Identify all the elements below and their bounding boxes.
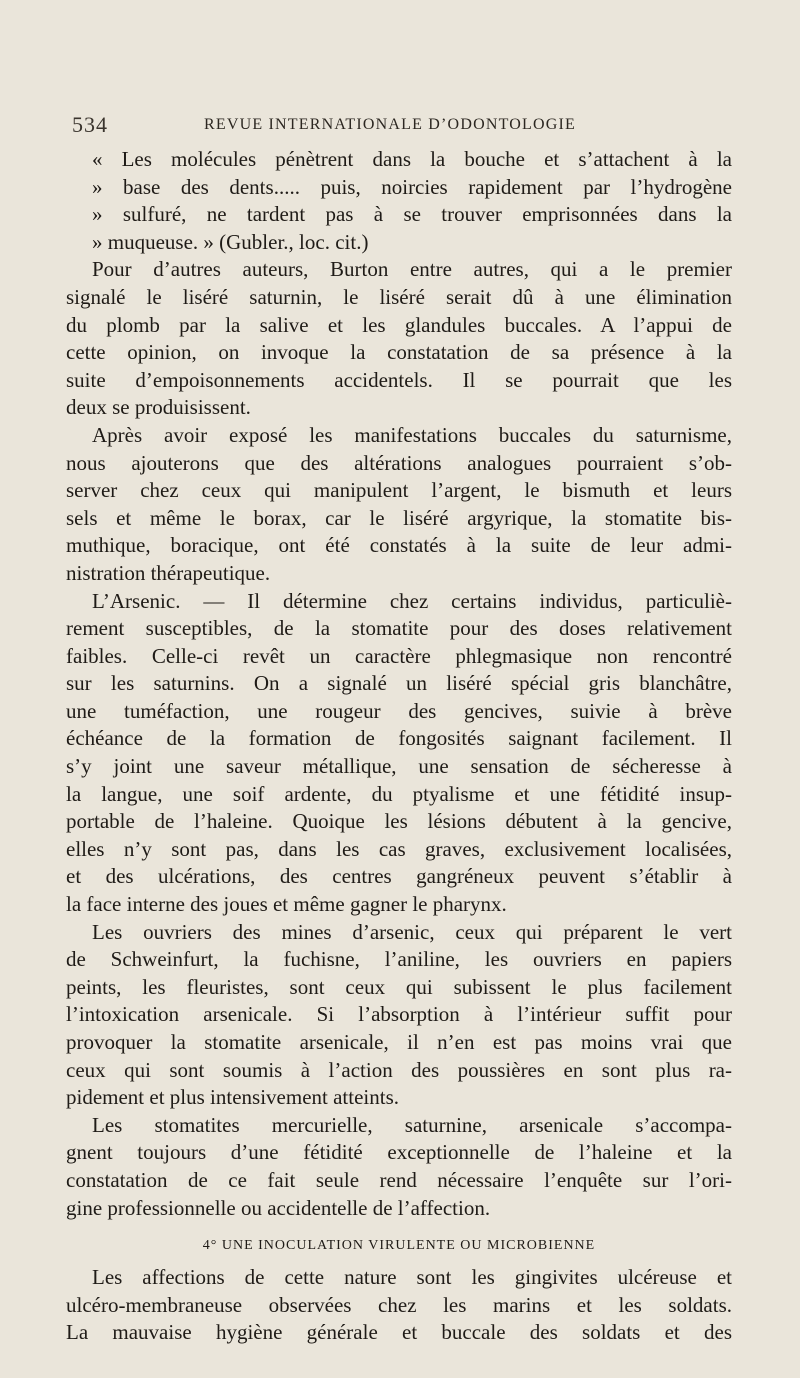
text-line: L’Arsenic. — Il détermine chez certains individus, particuliè-: [92, 588, 732, 613]
text-line: » sulfuré, ne tardent pas à se trouver emprisonnées dans la: [92, 202, 732, 227]
text-line: constatation de ce fait seule rend nécessaire l’enquête sur l’ori-: [66, 1167, 732, 1192]
text-line: Les stomatites mercurielle, saturnine, arsenicale s’accompa-: [92, 1112, 732, 1137]
text-line: pidement et plus intensivement atteints.: [66, 1085, 400, 1110]
text-line: La mauvaise hygiène générale et buccale des soldats et des: [66, 1320, 732, 1345]
text-line: peints, les fleuristes, sont ceux qui subissent le plus facilement: [66, 974, 732, 999]
text-line: rement susceptibles, de la stomatite pour des doses relativement: [66, 616, 732, 641]
text-line: muthique, boracique, ont été constatés à la suite de leur admi-: [66, 533, 732, 558]
text-line: sels et même le borax, car le liséré argyrique, la stomatite bis-: [66, 505, 732, 530]
text-line: portable de l’haleine. Quoique les lésions débutent à la gencive,: [66, 809, 732, 834]
text-line: nistration thérapeutique.: [66, 560, 271, 585]
text-line: échéance de la formation de fongosités saignant facilement. Il: [66, 726, 732, 751]
text-line: Les affections de cette nature sont les gingivites ulcéreuse et: [92, 1265, 732, 1290]
text-line: la langue, une soif ardente, du ptyalisme et une fétidité insup-: [66, 781, 732, 806]
text-line: deux se produisissent.: [66, 395, 251, 420]
text-line: de Schweinfurt, la fuchisne, l’aniline, les ouvriers en papiers: [66, 947, 732, 972]
text-line: provoquer la stomatite arsenicale, il n’en est pas moins vrai que: [66, 1030, 732, 1054]
text-line: une tuméfaction, une rougeur des gencives, suivie à brève: [66, 698, 732, 723]
text-line: Les ouvriers des mines d’arsenic, ceux qui préparent le vert: [92, 919, 732, 944]
text-line: et des ulcérations, des centres gangréneux peuvent s’établir à: [66, 864, 732, 889]
section-heading: 4° UNE INOCULATION VIRULENTE OU MICROBIENNE: [202, 1238, 596, 1254]
text-line: nous ajouterons que des altérations analogues pourraient s’ob-: [66, 450, 732, 475]
text-line: gine professionnelle ou accidentelle de l’affection.: [66, 1195, 491, 1220]
text-line: suite d’empoisonnements accidentels. Il se pourrait que les: [66, 367, 732, 392]
text-line: ceux qui sont soumis à l’action des poussières en sont plus ra-: [66, 1057, 732, 1082]
text-line: Pour d’autres auteurs, Burton entre autres, qui a le premier: [92, 257, 732, 282]
text-line: « Les molécules pénètrent dans la bouche et s’attachent à la: [92, 147, 732, 171]
text-body: [66, 146, 732, 1347]
text-line: signalé le liséré saturnin, le liséré serait dû à une élimination: [66, 284, 732, 309]
text-line: la face interne des joues et même gagner le pharynx.: [66, 892, 507, 917]
text-line: » base des dents..... puis, noircies rapidement par l’hydrogène: [92, 174, 732, 199]
text-line: du plomb par la salive et les glandules buccales. A l’appui de: [66, 312, 732, 337]
text-line: faibles. Celle-ci revêt un caractère phlegmasique non rencontré: [66, 643, 732, 668]
page-header: [72, 112, 732, 140]
text-line: ulcéro-membraneuse observées chez les marins et les soldats.: [66, 1292, 732, 1317]
text-line: l’intoxication arsenicale. Si l’absorption à l’intérieur suffit pour: [66, 1002, 732, 1027]
text-line: cette opinion, on invoque la constatation de sa présence à la: [66, 340, 732, 365]
running-title: REVUE INTERNATIONALE D’ODONTOLOGIE: [204, 116, 577, 133]
page-number: 534: [72, 112, 108, 137]
text-line: » muqueuse. » (Gubler., loc. cit.): [92, 229, 369, 254]
text-line: elles n’y sont pas, dans les cas graves, exclusivement localisées,: [66, 836, 732, 861]
text-line: s’y joint une saveur métallique, une sensation de sécheresse à: [66, 754, 732, 779]
text-line: gnent toujours d’une fétidité exceptionnelle de l’haleine et la: [66, 1140, 732, 1165]
text-line: server chez ceux qui manipulent l’argent, le bismuth et leurs: [66, 478, 732, 503]
text-line: Après avoir exposé les manifestations buccales du saturnisme,: [92, 422, 732, 447]
text-line: sur les saturnins. On a signalé un liséré spécial gris blanchâtre,: [66, 671, 732, 696]
